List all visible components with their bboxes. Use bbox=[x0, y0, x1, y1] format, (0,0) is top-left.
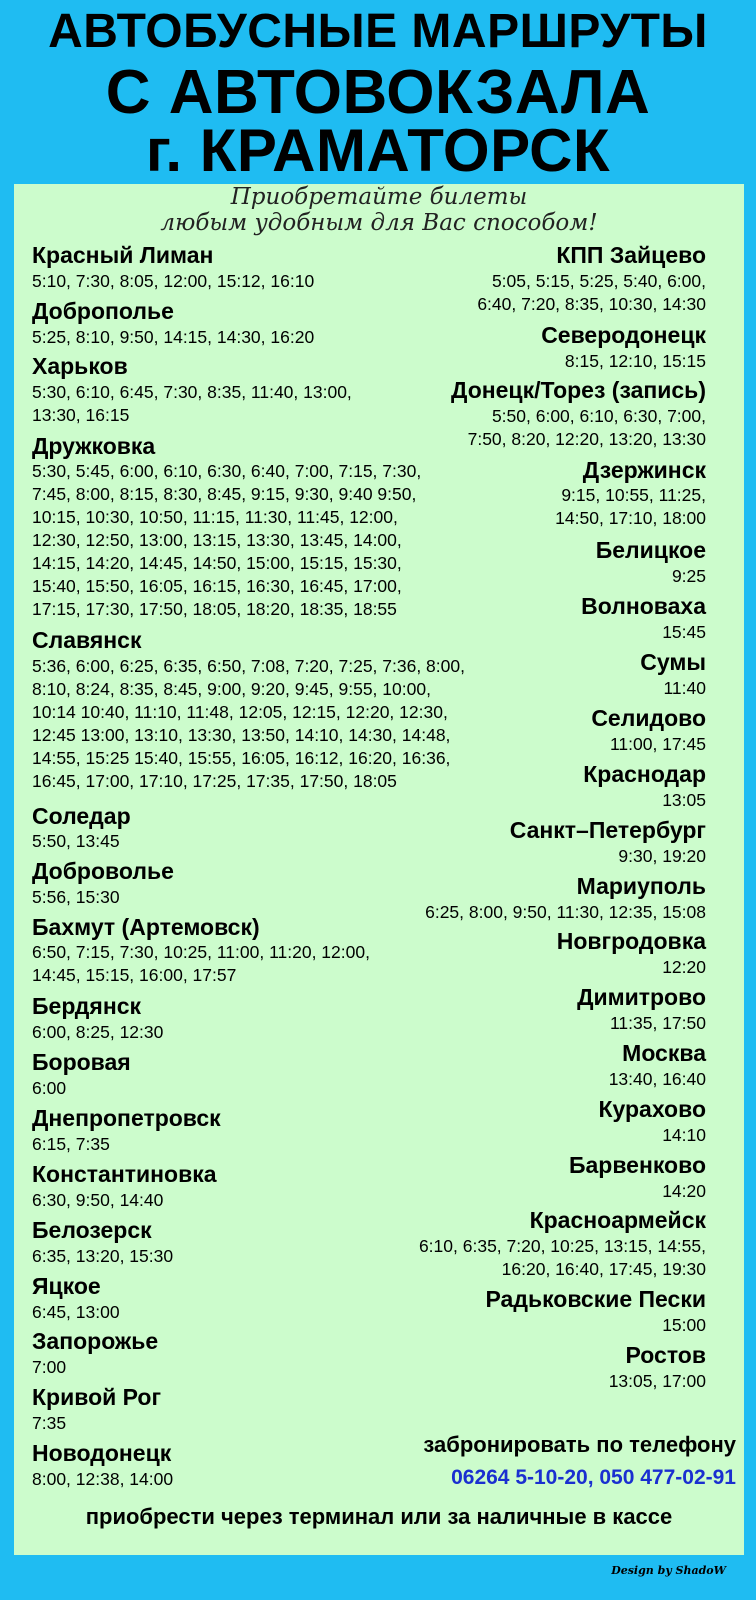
schedule-panel bbox=[14, 184, 744, 1555]
route-times: 6:50, 7:15, 7:30, 10:25, 11:00, 11:20, 12:00, 14:45, 15:15, 16:00, 17:57 bbox=[32, 942, 370, 985]
route-city: Кривой Рог bbox=[32, 1384, 162, 1410]
route-city: Дзержинск bbox=[582, 457, 706, 483]
route-times: 5:50, 6:00, 6:10, 6:30, 7:00, 7:50, 8:20, 12:20, 13:20, 13:30 bbox=[467, 406, 706, 449]
route-times: 13:40, 16:40 bbox=[608, 1069, 706, 1089]
tagline-line-2: любым удобным для Вас способом! bbox=[160, 210, 598, 236]
route-times: 5:50, 13:45 bbox=[32, 831, 120, 851]
route-city: Новодонецк bbox=[32, 1440, 172, 1466]
route-times: 11:35, 17:50 bbox=[609, 1013, 706, 1033]
title-line-1: АВТОБУСНЫЕ МАРШРУТЫ bbox=[48, 5, 708, 58]
route-times: 6:30, 9:50, 14:40 bbox=[32, 1190, 164, 1210]
route-times: 5:30, 5:45, 6:00, 6:10, 6:30, 6:40, 7:00, 7:15, 7:30, 7:45, 8:00, 8:15, 8:30, 8:45, 9:15, 9:30, 9:40 9:50, 10:15, 10:30, 10:50, 11:15, 11:30, 11:45, 12:00, 12:30, 12:50, 13:00, 13:15, 13:30, 13:45, 14:00, 14:15, 14:20, 14:45, 14:50, 15:00, 15:15, 15:30, 15:40, 15:50, 16:05, 16:15, 16:30, 16:45, 17:00, 17:15, 17:30, 17:50, 18:05, 18:20, 18:35, 18:55 bbox=[32, 461, 422, 619]
route-city: Барвенково bbox=[568, 1152, 706, 1178]
route-times: 6:00, 8:25, 12:30 bbox=[32, 1022, 164, 1042]
route-city: Курахово bbox=[598, 1096, 706, 1122]
route-times: 6:45, 13:00 bbox=[32, 1302, 120, 1322]
route-times: 6:00 bbox=[32, 1078, 67, 1098]
booking-phones: 06264 5-10-20, 050 477-02-91 bbox=[451, 1466, 736, 1489]
route-times: 7:00 bbox=[32, 1357, 67, 1377]
route-city: Северодонецк bbox=[541, 322, 706, 348]
route-times: 7:35 bbox=[32, 1413, 67, 1433]
route-times: 5:05, 5:15, 5:25, 5:40, 6:00, 6:40, 7:20, 8:35, 10:30, 14:30 bbox=[477, 271, 706, 314]
route-times: 5:56, 15:30 bbox=[32, 887, 120, 907]
route-city: Краснодар bbox=[583, 761, 706, 787]
route-times: 15:00 bbox=[662, 1315, 706, 1335]
route-city: Белицкое bbox=[595, 537, 706, 563]
route-times: 8:15, 12:10, 15:15 bbox=[564, 351, 706, 371]
tagline-line-1: Приобретайте билеты bbox=[230, 184, 528, 210]
route-city: Димитрово bbox=[577, 984, 706, 1010]
route-city: Сумы bbox=[640, 649, 706, 675]
route-times: 11:40 bbox=[663, 678, 706, 698]
route-times: 5:10, 7:30, 8:05, 12:00, 15:12, 16:10 bbox=[32, 271, 315, 291]
route-city: Запорожье bbox=[32, 1328, 159, 1354]
purchase-note: приобрести через терминал или за наличные в кассе bbox=[85, 1504, 673, 1529]
route-times: 9:25 bbox=[671, 566, 706, 586]
route-city: Бахмут (Артемовск) bbox=[32, 914, 260, 940]
route-city: Славянск bbox=[32, 627, 142, 653]
route-city: Красный Лиман bbox=[32, 242, 214, 268]
route-city: Новгродовка bbox=[556, 928, 706, 954]
route-city: Белозерск bbox=[32, 1217, 152, 1243]
booking-label: забронировать по телефону bbox=[423, 1432, 736, 1457]
route-city: Красноармейск bbox=[529, 1207, 706, 1233]
route-city: Санкт–Петербург bbox=[509, 817, 706, 843]
route-city: Дружковка bbox=[32, 433, 156, 459]
title-line-2: С АВТОВОКЗАЛА bbox=[105, 58, 651, 127]
route-times: 8:00, 12:38, 14:00 bbox=[32, 1469, 174, 1489]
route-city: Ростов bbox=[625, 1342, 706, 1368]
route-city: Селидово bbox=[591, 705, 706, 731]
route-times: 13:05 bbox=[662, 790, 706, 810]
route-city: Мариуполь bbox=[576, 873, 706, 899]
route-city: КПП Зайцево bbox=[556, 242, 706, 268]
route-times: 9:15, 10:55, 11:25, 14:50, 17:10, 18:00 bbox=[555, 485, 706, 528]
route-city: Москва bbox=[622, 1040, 706, 1066]
route-times: 9:30, 19:20 bbox=[618, 846, 706, 866]
route-city: Бердянск bbox=[32, 993, 142, 1019]
design-credit: Design by ShadoW bbox=[611, 1564, 726, 1577]
route-city: Донецк/Торез (запись) bbox=[451, 377, 706, 403]
route-city: Днепропетровск bbox=[32, 1105, 221, 1131]
route-times: 15:45 bbox=[662, 622, 706, 642]
route-times: 6:25, 8:00, 9:50, 11:30, 12:35, 15:08 bbox=[425, 902, 706, 922]
route-times: 13:05, 17:00 bbox=[608, 1371, 706, 1391]
route-times: 5:30, 6:10, 6:45, 7:30, 8:35, 11:40, 13:00, 13:30, 16:15 bbox=[32, 382, 352, 425]
route-times: 11:00, 17:45 bbox=[609, 734, 706, 754]
title-line-3: г. КРАМАТОРСК bbox=[145, 117, 611, 184]
route-city: Доброполье bbox=[32, 298, 174, 324]
route-times: 6:15, 7:35 bbox=[32, 1134, 110, 1154]
route-city: Доброволье bbox=[32, 858, 174, 884]
route-times: 14:10 bbox=[662, 1125, 706, 1145]
header bbox=[0, 0, 756, 184]
route-city: Боровая bbox=[32, 1049, 131, 1075]
route-times: 6:10, 6:35, 7:20, 10:25, 13:15, 14:55, 16:20, 16:40, 17:45, 19:30 bbox=[418, 1236, 706, 1279]
route-city: Радьковские Пески bbox=[485, 1286, 706, 1312]
route-times: 14:20 bbox=[662, 1181, 706, 1201]
route-times: 6:35, 13:20, 15:30 bbox=[32, 1246, 174, 1266]
route-city: Константиновка bbox=[32, 1161, 217, 1187]
route-times: 5:36, 6:00, 6:25, 6:35, 6:50, 7:08, 7:20, 7:25, 7:36, 8:00, 8:10, 8:24, 8:35, 8:45, 9:00, 9:20, 9:45, 9:55, 10:00, 10:14 10:40, 11:10, 11:48, 12:05, 12:15, 12:20, 12:30, 12:45 13:00, 13:10, 13:30, 13:50, 14:10, 14:30, 14:48, 14:55, 15:25 15:40, 15:55, 16:05, 16:12, 16:20, 16:36, 16:45, 17:00, 17:10, 17:25, 17:35, 17:50, 18:05 bbox=[32, 656, 465, 791]
route-city: Соледар bbox=[32, 803, 131, 829]
route-city: Харьков bbox=[32, 353, 128, 379]
route-city: Волноваха bbox=[581, 593, 706, 619]
route-times: 5:25, 8:10, 9:50, 14:15, 14:30, 16:20 bbox=[32, 327, 315, 347]
route-times: 12:20 bbox=[662, 957, 706, 977]
route-city: Яцкое bbox=[32, 1273, 101, 1299]
